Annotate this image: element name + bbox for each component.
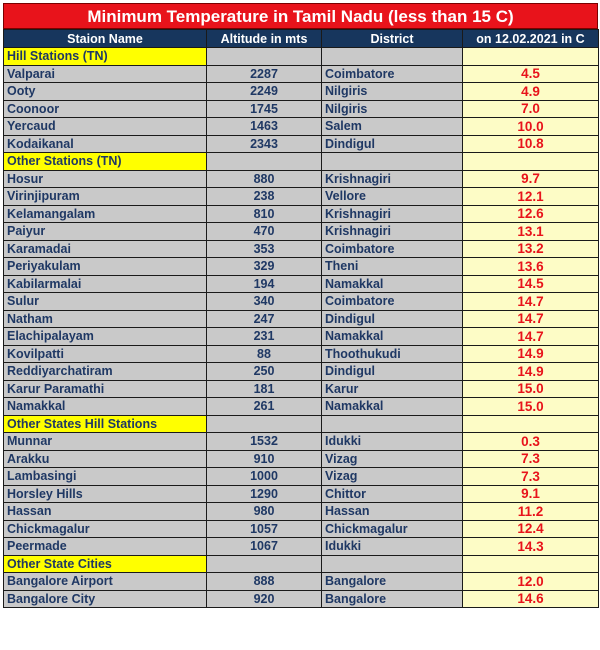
district-cell: Dindigul	[322, 363, 463, 381]
temperature-cell: 7.3	[463, 450, 599, 468]
header-row	[4, 30, 599, 48]
temperature-cell: 10.8	[463, 135, 599, 153]
altitude-cell: 980	[207, 503, 322, 521]
district-cell: Coimbatore	[322, 240, 463, 258]
district-cell: Namakkal	[322, 398, 463, 416]
table-row	[4, 258, 599, 276]
section-empty-cell	[463, 48, 599, 66]
district-cell: Coimbatore	[322, 65, 463, 83]
altitude-cell: 2249	[207, 83, 322, 101]
station-name-cell: Natham	[4, 310, 207, 328]
district-cell: Bangalore	[322, 573, 463, 591]
altitude-cell: 470	[207, 223, 322, 241]
altitude-cell: 1463	[207, 118, 322, 136]
section-empty-cell	[463, 555, 599, 573]
altitude-cell: 1745	[207, 100, 322, 118]
header-temperature: on 12.02.2021 in C	[463, 30, 599, 48]
temperature-cell: 10.0	[463, 118, 599, 136]
altitude-cell: 1532	[207, 433, 322, 451]
table-body	[4, 48, 599, 608]
district-cell: Vellore	[322, 188, 463, 206]
district-cell: Dindigul	[322, 135, 463, 153]
district-cell: Idukki	[322, 433, 463, 451]
altitude-cell: 920	[207, 590, 322, 608]
station-name-cell: Karamadai	[4, 240, 207, 258]
temperature-cell: 15.0	[463, 380, 599, 398]
temperature-cell: 13.2	[463, 240, 599, 258]
district-cell: Thoothukudi	[322, 345, 463, 363]
altitude-cell: 1067	[207, 538, 322, 556]
temperature-table	[3, 29, 599, 608]
district-cell: Nilgiris	[322, 83, 463, 101]
station-name-cell: Hassan	[4, 503, 207, 521]
station-name-cell: Peermade	[4, 538, 207, 556]
station-name-cell: Virinjipuram	[4, 188, 207, 206]
table-row	[4, 65, 599, 83]
altitude-cell: 340	[207, 293, 322, 311]
section-empty-cell	[207, 48, 322, 66]
district-cell: Chittor	[322, 485, 463, 503]
temperature-cell: 12.4	[463, 520, 599, 538]
header-altitude: Altitude in mts	[207, 30, 322, 48]
table-row	[4, 135, 599, 153]
station-name-cell: Lambasingi	[4, 468, 207, 486]
district-cell: Krishnagiri	[322, 223, 463, 241]
section-row	[4, 415, 599, 433]
temperature-cell: 4.9	[463, 83, 599, 101]
table-row	[4, 293, 599, 311]
station-name-cell: Kabilarmalai	[4, 275, 207, 293]
section-empty-cell	[463, 153, 599, 171]
table-row	[4, 118, 599, 136]
station-name-cell: Elachipalayam	[4, 328, 207, 346]
station-name-cell: Coonoor	[4, 100, 207, 118]
temperature-cell: 12.6	[463, 205, 599, 223]
temperature-cell: 13.1	[463, 223, 599, 241]
table-row	[4, 83, 599, 101]
table-row	[4, 590, 599, 608]
district-cell: Idukki	[322, 538, 463, 556]
station-name-cell: Namakkal	[4, 398, 207, 416]
table-row	[4, 363, 599, 381]
station-name-cell: Sulur	[4, 293, 207, 311]
district-cell: Salem	[322, 118, 463, 136]
section-empty-cell	[322, 48, 463, 66]
altitude-cell: 1290	[207, 485, 322, 503]
station-name-cell: Kovilpatti	[4, 345, 207, 363]
report-title: Minimum Temperature in Tamil Nadu (less than 15 C)	[3, 3, 598, 29]
station-name-cell: Periyakulam	[4, 258, 207, 276]
section-label: Other State Cities	[4, 555, 207, 573]
temperature-cell: 14.7	[463, 310, 599, 328]
district-cell: Namakkal	[322, 275, 463, 293]
station-name-cell: Arakku	[4, 450, 207, 468]
temperature-cell: 9.1	[463, 485, 599, 503]
section-empty-cell	[207, 555, 322, 573]
station-name-cell: Kodaikanal	[4, 135, 207, 153]
temperature-cell: 13.6	[463, 258, 599, 276]
section-empty-cell	[207, 415, 322, 433]
altitude-cell: 2343	[207, 135, 322, 153]
temperature-cell: 4.5	[463, 65, 599, 83]
altitude-cell: 247	[207, 310, 322, 328]
section-empty-cell	[322, 153, 463, 171]
temperature-cell: 14.6	[463, 590, 599, 608]
table-row	[4, 275, 599, 293]
station-name-cell: Valparai	[4, 65, 207, 83]
section-row	[4, 555, 599, 573]
station-name-cell: Hosur	[4, 170, 207, 188]
table-row	[4, 450, 599, 468]
district-cell: Theni	[322, 258, 463, 276]
temperature-cell: 12.0	[463, 573, 599, 591]
station-name-cell: Karur Paramathi	[4, 380, 207, 398]
table-row	[4, 170, 599, 188]
altitude-cell: 88	[207, 345, 322, 363]
district-cell: Chickmagalur	[322, 520, 463, 538]
district-cell: Vizag	[322, 450, 463, 468]
temperature-cell: 14.5	[463, 275, 599, 293]
temperature-cell: 12.1	[463, 188, 599, 206]
altitude-cell: 194	[207, 275, 322, 293]
table-row	[4, 205, 599, 223]
district-cell: Dindigul	[322, 310, 463, 328]
section-empty-cell	[463, 415, 599, 433]
district-cell: Hassan	[322, 503, 463, 521]
table-row	[4, 310, 599, 328]
table-row	[4, 520, 599, 538]
section-label: Hill Stations (TN)	[4, 48, 207, 66]
temperature-cell: 14.7	[463, 328, 599, 346]
temperature-cell: 14.9	[463, 345, 599, 363]
altitude-cell: 1000	[207, 468, 322, 486]
table-row	[4, 188, 599, 206]
district-cell: Krishnagiri	[322, 170, 463, 188]
altitude-cell: 810	[207, 205, 322, 223]
temperature-report	[3, 3, 598, 608]
table-row	[4, 503, 599, 521]
section-empty-cell	[322, 415, 463, 433]
temperature-cell: 7.0	[463, 100, 599, 118]
temperature-cell: 7.3	[463, 468, 599, 486]
district-cell: Namakkal	[322, 328, 463, 346]
header-district: District	[322, 30, 463, 48]
temperature-cell: 11.2	[463, 503, 599, 521]
section-label: Other States Hill Stations	[4, 415, 207, 433]
table-row	[4, 223, 599, 241]
section-label: Other Stations (TN)	[4, 153, 207, 171]
station-name-cell: Yercaud	[4, 118, 207, 136]
altitude-cell: 250	[207, 363, 322, 381]
temperature-cell: 15.0	[463, 398, 599, 416]
temperature-cell: 14.7	[463, 293, 599, 311]
station-name-cell: Ooty	[4, 83, 207, 101]
altitude-cell: 329	[207, 258, 322, 276]
altitude-cell: 261	[207, 398, 322, 416]
station-name-cell: Kelamangalam	[4, 205, 207, 223]
altitude-cell: 888	[207, 573, 322, 591]
district-cell: Karur	[322, 380, 463, 398]
station-name-cell: Reddiyarchatiram	[4, 363, 207, 381]
table-row	[4, 468, 599, 486]
altitude-cell: 880	[207, 170, 322, 188]
table-row	[4, 240, 599, 258]
table-row	[4, 345, 599, 363]
section-row	[4, 48, 599, 66]
section-row	[4, 153, 599, 171]
district-cell: Bangalore	[322, 590, 463, 608]
table-row	[4, 398, 599, 416]
district-cell: Vizag	[322, 468, 463, 486]
district-cell: Nilgiris	[322, 100, 463, 118]
altitude-cell: 1057	[207, 520, 322, 538]
altitude-cell: 238	[207, 188, 322, 206]
station-name-cell: Bangalore Airport	[4, 573, 207, 591]
altitude-cell: 181	[207, 380, 322, 398]
table-row	[4, 380, 599, 398]
temperature-cell: 14.9	[463, 363, 599, 381]
table-row	[4, 100, 599, 118]
altitude-cell: 2287	[207, 65, 322, 83]
section-empty-cell	[322, 555, 463, 573]
table-row	[4, 538, 599, 556]
district-cell: Coimbatore	[322, 293, 463, 311]
temperature-cell: 0.3	[463, 433, 599, 451]
table-row	[4, 573, 599, 591]
district-cell: Krishnagiri	[322, 205, 463, 223]
altitude-cell: 910	[207, 450, 322, 468]
temperature-cell: 9.7	[463, 170, 599, 188]
section-empty-cell	[207, 153, 322, 171]
station-name-cell: Paiyur	[4, 223, 207, 241]
temperature-cell: 14.3	[463, 538, 599, 556]
station-name-cell: Munnar	[4, 433, 207, 451]
table-row	[4, 328, 599, 346]
table-row	[4, 485, 599, 503]
station-name-cell: Chickmagalur	[4, 520, 207, 538]
station-name-cell: Bangalore City	[4, 590, 207, 608]
altitude-cell: 353	[207, 240, 322, 258]
station-name-cell: Horsley Hills	[4, 485, 207, 503]
header-station-name: Staion Name	[4, 30, 207, 48]
altitude-cell: 231	[207, 328, 322, 346]
table-row	[4, 433, 599, 451]
